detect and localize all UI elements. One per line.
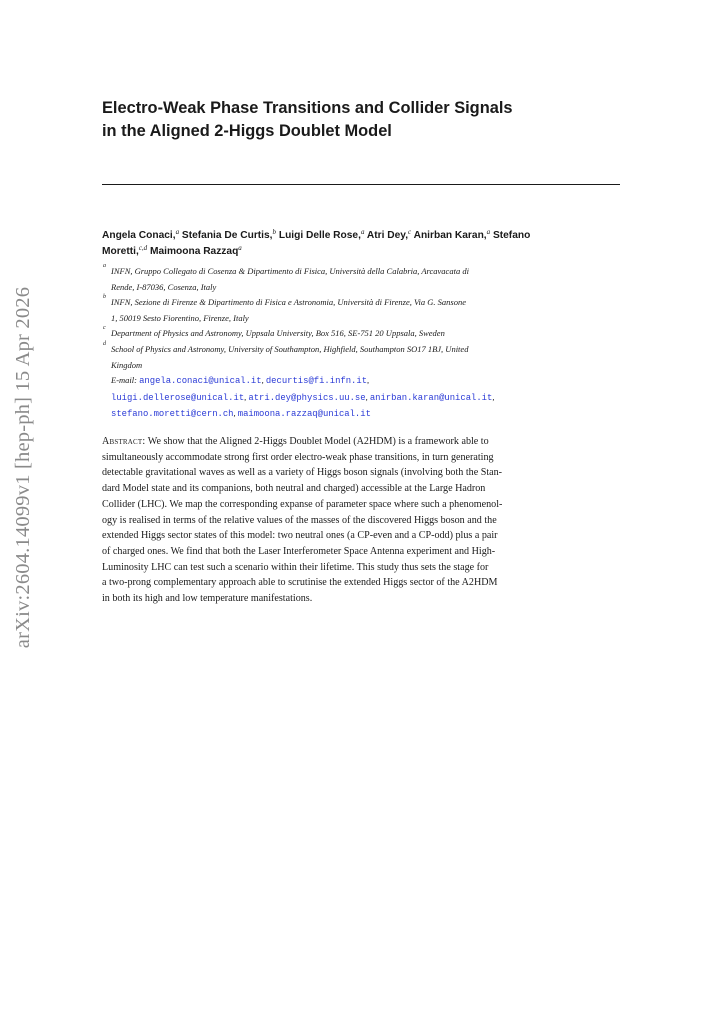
author-name: Maimoona Razzaq [147, 246, 239, 257]
abstract-line: ogy is realised in terms of the relative values of the masses of the discovered Higgs boson and the [102, 514, 497, 526]
abstract [102, 434, 622, 607]
abstract-line: in both its high and low temperature manifestations. [102, 593, 313, 605]
author-affil-mark: a [238, 244, 242, 252]
paper-title [102, 97, 622, 143]
author-name: Angela Conaci, [102, 230, 176, 241]
affiliation-label: b [103, 294, 106, 301]
affiliation-a [104, 264, 624, 295]
abstract-line: of charged ones. We find that both the Laser Interferometer Space Antenna experiment and High- [102, 545, 496, 557]
abstract-line: simultaneously accommodate strong first order electro-weak phase transitions, in turn generating [102, 451, 494, 463]
email-link[interactable]: decurtis@fi.infn.it [265, 376, 368, 387]
affiliation-label: d [103, 340, 106, 347]
abstract-line: dard Model state and its companions, both neutral and charged) accessible at the Large Hadron [102, 483, 486, 495]
arxiv-stamp [4, 286, 44, 648]
abstract-line: Luminosity LHC can test such a scenario within their lifetime. This study thus sets the stage for [102, 561, 489, 573]
abstract-line: extended Higgs sector states of this model: two neutral ones (a CP-even and a CP-odd) plus a pair [102, 530, 498, 542]
email-link[interactable]: angela.conaci@unical.it [139, 376, 262, 387]
affiliation-text: Rende, I-87036, Cosenza, Italy [111, 281, 217, 292]
author-affil-mark: a [360, 228, 365, 236]
author-affil-mark: c,d [138, 244, 148, 252]
author-name: Moretti, [102, 246, 139, 257]
affiliation-text: School of Physics and Astronomy, University of Southampton, Highfield, Southampton SO17 1BJ, United [111, 343, 469, 354]
author-line [102, 244, 622, 260]
affiliation-d [104, 342, 624, 373]
affiliation-text: Kingdom [111, 359, 143, 370]
email-link[interactable]: stefano.moretti@cern.ch [111, 409, 234, 420]
arxiv-stamp-text: arXiv:2604.14099v1 [hep-ph] 15 Apr 2026 [12, 286, 35, 648]
author-affil-mark: c [408, 228, 412, 236]
abstract-line: a two-prong complementary approach able to scrutinise the extended Higgs sector of the A2HDM [102, 577, 498, 589]
email-line: luigi.dellerose@unical.it, atri.dey@physics.uu.se, anirban.karan@unical.it, [111, 391, 495, 403]
email-link[interactable]: maimoona.razzaq@unical.it [237, 409, 371, 420]
abstract-label: Abstract: [102, 436, 146, 447]
title-divider [102, 184, 620, 185]
affiliation-text: Department of Physics and Astronomy, Uppsala University, Box 516, SE-751 20 Uppsala, Sweden [111, 328, 445, 339]
author-name: Stefano [490, 230, 531, 241]
author-line [102, 228, 622, 244]
email-label: E-mail: [111, 375, 137, 386]
affiliation-text: INFN, Sezione di Firenze & Dipartimento di Fisica e Astronomia, Università di Firenze, Via G. Sansone [111, 297, 466, 308]
author-name: Luigi Delle Rose, [276, 230, 361, 241]
author-name: Anirban Karan, [411, 230, 487, 241]
email-line: stefano.moretti@cern.ch, maimoona.razzaq@unical.it [111, 408, 371, 420]
title-line: in the Aligned 2-Higgs Doublet Model [102, 122, 392, 140]
author-name: Stefania De Curtis, [179, 230, 273, 241]
affiliation-c [104, 326, 624, 342]
abstract-line: Collider (LHC). We map the corresponding expanse of parameter space where such a phenomenol- [102, 498, 503, 510]
affiliations [104, 264, 624, 423]
author-affil-mark: a [175, 228, 180, 236]
affiliation-text: INFN, Gruppo Collegato di Cosenza & Dipartimento di Fisica, Università della Calabria, Arcavacata di [111, 266, 469, 276]
author-affil-mark: b [272, 228, 277, 236]
author-name: Atri Dey, [364, 230, 409, 241]
affiliation-label: a [103, 263, 106, 269]
affiliation-b [104, 295, 624, 326]
email-link[interactable]: atri.dey@physics.uu.se [248, 392, 366, 403]
affiliation-label: c [103, 325, 106, 332]
email-block [104, 373, 624, 423]
author-list [102, 228, 622, 260]
email-line: E-mail: angela.conaci@unical.it, decurtis@fi.infn.it, [111, 375, 370, 387]
affiliation-text: 1, 50019 Sesto Fiorentino, Firenze, Italy [111, 312, 249, 323]
title-line: Electro-Weak Phase Transitions and Collider Signals [102, 99, 513, 117]
abstract-line: detectable gravitational waves as well as a variety of Higgs boson signals (involving both the Stan- [102, 467, 503, 479]
abstract-line [102, 434, 622, 450]
abstract-text: We show that the Aligned 2-Higgs Doublet Model (A2HDM) is a framework able to [147, 436, 489, 447]
email-link[interactable]: luigi.dellerose@unical.it [111, 392, 245, 403]
email-link[interactable]: anirban.karan@unical.it [369, 392, 493, 403]
author-affil-mark: a [486, 228, 491, 236]
